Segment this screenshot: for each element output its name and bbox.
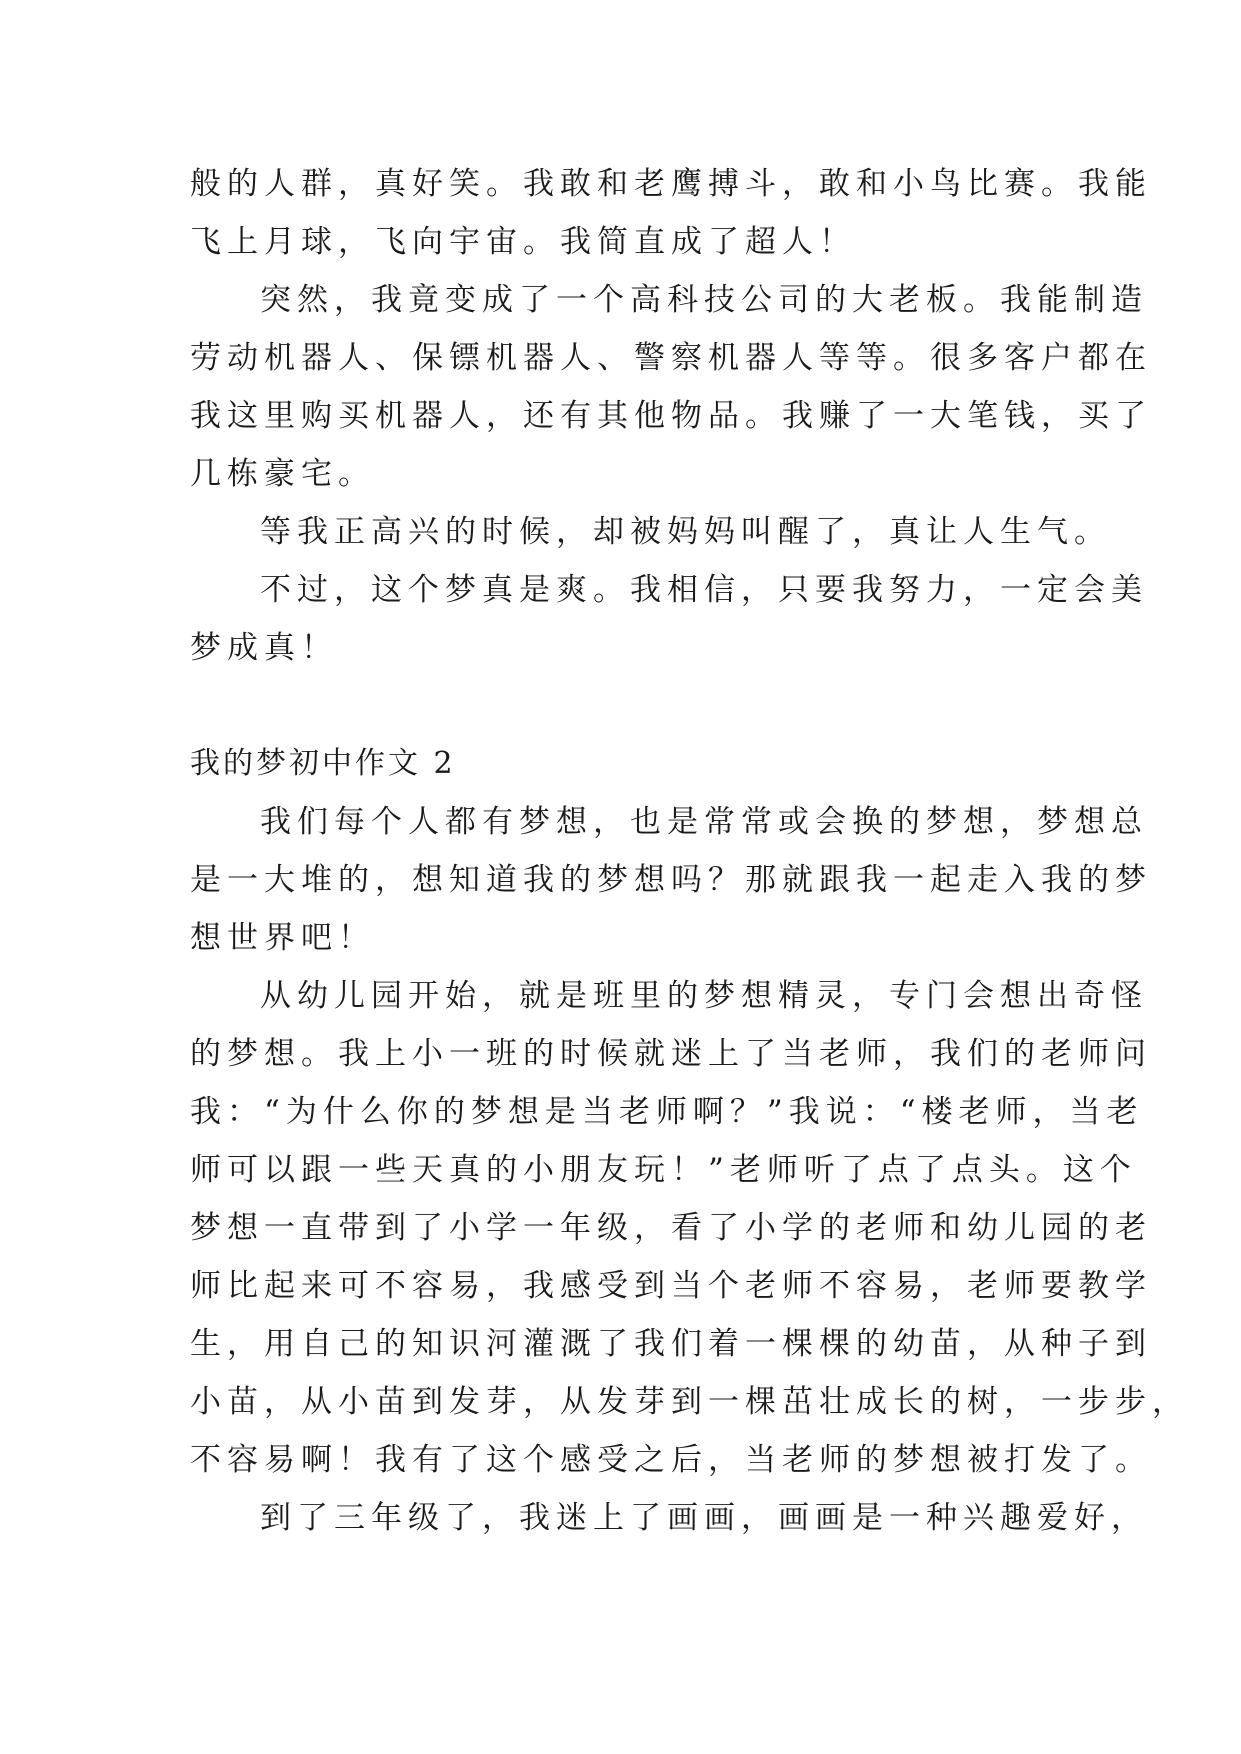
text-line: 般的人群，真好笑。我敢和老鹰搏斗，敢和小鸟比赛。我能 — [190, 166, 1152, 202]
text-line: 梦成真！ — [190, 630, 338, 666]
text-line: 想世界吧！ — [190, 920, 375, 956]
text-line: 不容易啊！我有了这个感受之后，当老师的梦想被打发了。 — [190, 1442, 1152, 1478]
text-line: 师可以跟一些天真的小朋友玩！”老师听了点了点头。这个 — [190, 1152, 1137, 1188]
text-line: 不过，这个梦真是爽。我相信，只要我努力，一定会美 — [260, 572, 1148, 608]
text-line: 小苗，从小苗到发芽，从发芽到一棵茁壮成长的树，一步步， — [190, 1384, 1189, 1420]
text-line: 师比起来可不容易，我感受到当个老师不容易，老师要教学 — [190, 1268, 1152, 1304]
text-line: 生，用自己的知识河灌溉了我们着一棵棵的幼苗，从种子到 — [190, 1326, 1152, 1362]
text-line: 我：“为什么你的梦想是当老师啊？”我说：“楼老师，当老 — [190, 1094, 1144, 1130]
text-line: 劳动机器人、保镖机器人、警察机器人等等。很多客户都在 — [190, 340, 1152, 376]
section-gap — [190, 677, 1070, 735]
text-line: 我们每个人都有梦想，也是常常或会换的梦想，梦想总 — [260, 804, 1148, 840]
essay-title: 我的梦初中作文 2 — [190, 746, 456, 781]
text-line: 飞上月球，飞向宇宙。我简直成了超人！ — [190, 224, 856, 260]
document-page — [190, 155, 1189, 1547]
text-line: 到了三年级了，我迷上了画画，画画是一种兴趣爱好， — [260, 1500, 1148, 1536]
text-line: 是一大堆的，想知道我的梦想吗？那就跟我一起走入我的梦 — [190, 862, 1152, 898]
text-line: 几栋豪宅。 — [190, 456, 375, 492]
text-line: 等我正高兴的时候，却被妈妈叫醒了，真让人生气。 — [260, 514, 1111, 550]
text-line: 的梦想。我上小一班的时候就迷上了当老师，我们的老师问 — [190, 1036, 1152, 1072]
text-line: 梦想一直带到了小学一年级，看了小学的老师和幼儿园的老 — [190, 1210, 1152, 1246]
text-line: 从幼儿园开始，就是班里的梦想精灵，专门会想出奇怪 — [260, 978, 1148, 1014]
essay-section-1 — [190, 155, 1152, 677]
essay-section-2 — [190, 735, 1189, 1547]
text-line: 我这里购买机器人，还有其他物品。我赚了一大笔钱，买了 — [190, 398, 1152, 434]
text-line: 突然，我竟变成了一个高科技公司的大老板。我能制造 — [260, 282, 1148, 318]
